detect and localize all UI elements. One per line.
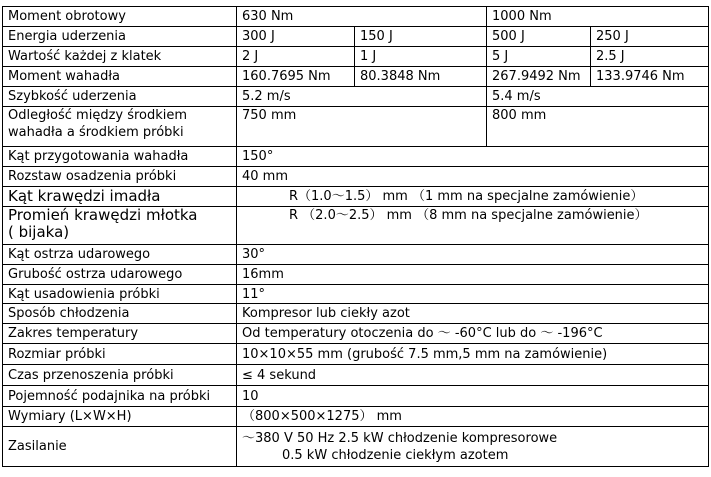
spec-value: 300 J: [237, 27, 355, 47]
spec-label: Kąt usadowienia próbki: [3, 285, 237, 304]
table-row: [3, 427, 709, 467]
spec-label-line: Odległość między środkiem: [8, 108, 188, 123]
spec-label: Wartość każdej z klatek: [3, 47, 237, 67]
table-row: [3, 167, 709, 187]
spec-label: Energia uderzenia: [3, 27, 237, 47]
table-row: [3, 87, 709, 107]
spec-value: R （2.0～2.5） mm （8 mm na specjalne zamówienie）: [237, 207, 709, 245]
spec-label-line: Promień krawędzi młotka: [8, 206, 198, 224]
spec-label: Moment obrotowy: [3, 7, 237, 27]
spec-label-line: wahadła a środkiem próbki: [8, 125, 184, 140]
spec-value: 150°: [237, 147, 709, 167]
spec-label: Sposób chłodzenia: [3, 304, 237, 324]
table-row: [3, 107, 709, 147]
spec-label: Pojemność podajnika na próbki: [3, 386, 237, 407]
spec-value: 11°: [237, 285, 709, 304]
spec-label: Kąt przygotowania wahadła: [3, 147, 237, 167]
spec-value: 40 mm: [237, 167, 709, 187]
spec-value-line: 0.5 kW chłodzenie ciekłym azotem: [282, 447, 509, 463]
spec-value: 500 J: [487, 27, 591, 47]
spec-label: Kąt ostrza udarowego: [3, 245, 237, 265]
table-row: [3, 67, 709, 87]
spec-value: R（1.0～1.5） mm （1 mm na specjalne zamówienie）: [237, 187, 709, 207]
spec-label: Zasilanie: [3, 427, 237, 467]
table-row: [3, 386, 709, 407]
table-row: [3, 7, 709, 27]
spec-value: 2.5 J: [591, 47, 709, 67]
spec-label: [3, 207, 237, 245]
specification-table: [2, 6, 709, 467]
spec-label: Czas przenoszenia próbki: [3, 365, 237, 386]
spec-value: Od temperatury otoczenia do ～ -60°C lub do ～ -196°C: [237, 324, 709, 344]
spec-value: 150 J: [355, 27, 487, 47]
spec-label: Rozmiar próbki: [3, 344, 237, 365]
table-row: [3, 147, 709, 167]
table-row: [3, 47, 709, 67]
table-row: [3, 187, 709, 207]
spec-value: 133.9746 Nm: [591, 67, 709, 87]
spec-label-line: ( bijaka): [8, 223, 70, 241]
spec-value: 5 J: [487, 47, 591, 67]
spec-label: Wymiary (L×W×H): [3, 407, 237, 427]
spec-value: Kompresor lub ciekły azot: [237, 304, 709, 324]
table-row: [3, 245, 709, 265]
spec-label: Szybkość uderzenia: [3, 87, 237, 107]
table-row: [3, 265, 709, 285]
spec-value: 267.9492 Nm: [487, 67, 591, 87]
spec-value: 1000 Nm: [487, 7, 709, 27]
spec-value: 5.4 m/s: [487, 87, 709, 107]
spec-value: 250 J: [591, 27, 709, 47]
table-row: [3, 27, 709, 47]
spec-value: （800×500×1275） mm: [237, 407, 709, 427]
spec-value: 630 Nm: [237, 7, 487, 27]
table-row: [3, 285, 709, 304]
spec-value: 160.7695 Nm: [237, 67, 355, 87]
spec-value: 80.3848 Nm: [355, 67, 487, 87]
spec-value-line: ～380 V 50 Hz 2.5 kW chłodzenie kompresorowe: [242, 430, 558, 446]
spec-value: 16mm: [237, 265, 709, 285]
table-row: [3, 324, 709, 344]
spec-label: Rozstaw osadzenia próbki: [3, 167, 237, 187]
spec-label: [3, 107, 237, 147]
spec-value: 1 J: [355, 47, 487, 67]
table-row: [3, 407, 709, 427]
spec-value: 2 J: [237, 47, 355, 67]
spec-value: 10: [237, 386, 709, 407]
spec-label: Kąt krawędzi imadła: [3, 187, 237, 207]
spec-value: [237, 427, 709, 467]
spec-value: 800 mm: [487, 107, 709, 147]
spec-value: 5.2 m/s: [237, 87, 487, 107]
spec-value: ≤ 4 sekund: [237, 365, 709, 386]
table-row: [3, 365, 709, 386]
table-row: [3, 304, 709, 324]
table-row: [3, 207, 709, 245]
spec-label: Moment wahadła: [3, 67, 237, 87]
spec-value: 10×10×55 mm (grubość 7.5 mm,5 mm na zamówienie): [237, 344, 709, 365]
table-row: [3, 344, 709, 365]
spec-label: Zakres temperatury: [3, 324, 237, 344]
spec-value: 750 mm: [237, 107, 487, 147]
spec-value: 30°: [237, 245, 709, 265]
spec-label: Grubość ostrza udarowego: [3, 265, 237, 285]
